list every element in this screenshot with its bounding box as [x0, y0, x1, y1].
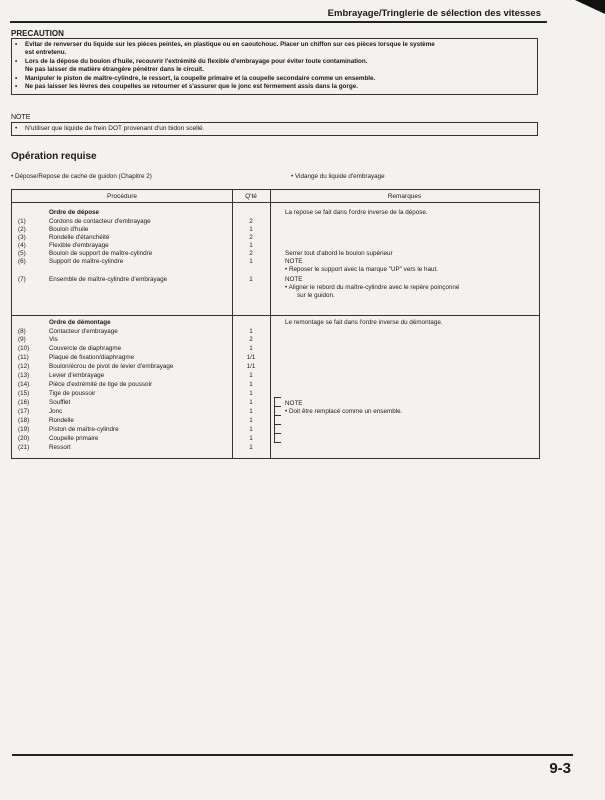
table-header-rule [12, 202, 539, 203]
row-procedure: Jonc [49, 408, 63, 415]
row-qty: 1 [249, 444, 253, 451]
operation-right-text: Vidange du liquide d'embrayage [294, 173, 385, 180]
row-procedure: Contacteur d'embrayage [49, 328, 118, 335]
row-qty: 1 [249, 226, 253, 233]
operation-requirement-right: • Vidange du liquide d'embrayage [291, 173, 385, 180]
remark: NOTE [285, 276, 303, 283]
header-remarks: Remarques [387, 193, 422, 200]
remark: sur le guidon. [297, 292, 335, 299]
row-qty: 1 [249, 390, 253, 397]
header-rule [10, 21, 547, 23]
precaution-line: est entretenu. [25, 49, 67, 57]
precaution-item: • Ne pas laisser les lèvres des coupelles se retourner et s'assurer que le jonc est fermement assis dans la gorge. [15, 83, 358, 91]
row-qty: 1 [249, 276, 253, 283]
row-number: (16) [18, 399, 30, 406]
precaution-title: PRECAUTION [11, 29, 64, 38]
row-procedure: Flexible d'embrayage [49, 242, 109, 249]
row-qty: 1 [249, 399, 253, 406]
remark: Le remontage se fait dans l'ordre inverse du démontage. [285, 319, 443, 326]
row-number: (12) [18, 363, 30, 370]
precaution-item: • Evitar de renverser du liquide sur les pièces peintes, en plastique ou en caoutchouc. Placer un chiffon sur ces pièces lorsque le système est entretenu. [15, 41, 435, 57]
row-procedure: Boulon de support de maître-cylindre [49, 250, 153, 257]
row-number: (1) [18, 218, 26, 225]
precaution-line: Ne pas laisser les lèvres des coupelles se retourner et s'assurer que le jonc est fermement assis dans la gorge. [25, 83, 358, 91]
row-number: (19) [18, 426, 30, 433]
row-procedure: Couvercle de diaphragme [49, 345, 122, 352]
precaution-line: Ne pas laisser de matière étrangère pénétrer dans le circuit. [25, 66, 204, 74]
row-procedure: Support de maître-cylindre [49, 258, 124, 265]
remark: • Reposer le support avec la marque "UP" vers le haut. [285, 266, 438, 273]
precaution-line: Evitar de renverser du liquide sur les pièces peintes, en plastique ou en caoutchouc. Placer un chiffon sur ces pièces lorsque le système [25, 41, 435, 48]
remark: NOTE [285, 258, 303, 265]
row-qty: 1/1 [246, 354, 256, 361]
row-procedure: Tige de poussoir [49, 390, 96, 397]
row-number: (4) [18, 242, 26, 249]
row-procedure: Rondelle d'étanchéité [49, 234, 110, 241]
row-number: (3) [18, 234, 26, 241]
row-number: (6) [18, 258, 26, 265]
precaution-line: Lors de la dépose du boulon d'huile, recouvrir l'extrémité du flexible d'embrayage pour éviter toute contamination. [25, 57, 368, 65]
row-qty: 1 [249, 417, 253, 424]
operation-requirement-left: • Dépose/Repose de cache de guidon (Chapitre 2) [11, 173, 152, 180]
precaution-item: • Lors de la dépose du boulon d'huile, recouvrir l'extrémité du flexible d'embrayage pour éviter toute contamination. Ne pas laisser de matière étrangère pénétrer dans le circuit. [15, 57, 368, 74]
row-number: (14) [18, 381, 30, 388]
remark: • Aligner le rebord du maître-cylindre avec le repère poinçonné [285, 284, 460, 291]
row-qty: 1 [249, 381, 253, 388]
row-qty: 2 [249, 218, 253, 225]
row-procedure: Coupelle primaire [49, 435, 99, 442]
group-bracket [274, 397, 281, 443]
row-number: (2) [18, 226, 26, 233]
row-number: (7) [18, 276, 26, 283]
row-qty: 1 [249, 258, 253, 265]
row-number: (8) [18, 328, 26, 335]
row-number: (21) [18, 444, 30, 451]
row-procedure: Boulon d'huile [49, 226, 89, 233]
table-section-rule [12, 315, 539, 316]
note-box: • N'utiliser que liquide de frein DOT provenant d'un bidon scellé. [11, 122, 538, 136]
row-number: (15) [18, 390, 30, 397]
row-number: (5) [18, 250, 26, 257]
row-qty: 1 [249, 328, 253, 335]
row-procedure: Levier d'embrayage [49, 372, 105, 379]
remark: La repose se fait dans l'ordre inverse de la dépose. [285, 209, 428, 216]
precaution-box [11, 38, 538, 95]
row-qty: 2 [249, 250, 253, 257]
row-qty: 1 [249, 426, 253, 433]
page-corner-mark [575, 0, 605, 14]
remark: NOTE [285, 400, 303, 407]
row-number: (9) [18, 336, 26, 343]
row-procedure: Rondelle [49, 417, 74, 424]
table-divider [270, 190, 271, 458]
note-title: NOTE [11, 114, 31, 121]
disassembly-order-title: Ordre de démontage [49, 319, 111, 326]
remark: Serrer tout d'abord le boulon supérieur [285, 250, 393, 257]
row-number: (13) [18, 372, 30, 379]
row-procedure: Soufflet [49, 399, 71, 406]
row-number: (18) [18, 417, 30, 424]
row-qty: 1/1 [246, 363, 256, 370]
operation-title: Opération requise [11, 151, 97, 162]
footer-rule [12, 754, 573, 756]
precaution-line: Manipuler le piston de maître-cylindre, le ressort, la coupelle primaire et la coupelle secondaire comme un ensemble. [25, 74, 376, 82]
page-header-title: Embrayage/Tringlerie de sélection des vitesses [327, 8, 541, 19]
row-procedure: Cordons de contacteur d'embrayage [49, 218, 151, 225]
header-procedure: Procédure [107, 193, 137, 200]
row-qty: 1 [249, 435, 253, 442]
page-number: 9-3 [549, 760, 571, 777]
table-divider [232, 190, 233, 458]
row-number: (10) [18, 345, 30, 352]
row-qty: 2 [249, 336, 253, 343]
removal-order-title: Ordre de dépose [49, 209, 100, 216]
row-procedure: Piston de maître-cylindre [49, 426, 119, 433]
row-procedure: Ressort [49, 444, 71, 451]
header-qty: Q'té [245, 193, 257, 200]
row-number: (11) [18, 354, 29, 361]
row-qty: 2 [249, 234, 253, 241]
row-procedure: Pièce d'extrémité de tige de poussoir [49, 381, 153, 388]
row-qty: 1 [249, 345, 253, 352]
precaution-item: • Manipuler le piston de maître-cylindre, le ressort, la coupelle primaire et la coupelle secondaire comme un ensemble. [15, 74, 376, 82]
row-number: (17) [18, 408, 30, 415]
row-procedure: Plaque de fixation/diaphragme [49, 354, 135, 361]
row-number: (20) [18, 435, 30, 442]
operation-left-text: Dépose/Repose de cache de guidon (Chapitre 2) [14, 173, 152, 180]
note-text: N'utiliser que liquide de frein DOT provenant d'un bidon scellé. [25, 125, 205, 132]
row-procedure: Ensemble de maître-cylindre d'embrayage [49, 276, 168, 283]
row-qty: 1 [249, 242, 253, 249]
row-qty: 1 [249, 372, 253, 379]
row-qty: 1 [249, 408, 253, 415]
row-procedure: Boulon/écrou de pivot de levier d'embrayage [49, 363, 174, 370]
remark: • Doit être remplacé comme un ensemble. [285, 408, 403, 415]
row-procedure: Vis [49, 336, 58, 343]
procedure-table [11, 189, 540, 459]
